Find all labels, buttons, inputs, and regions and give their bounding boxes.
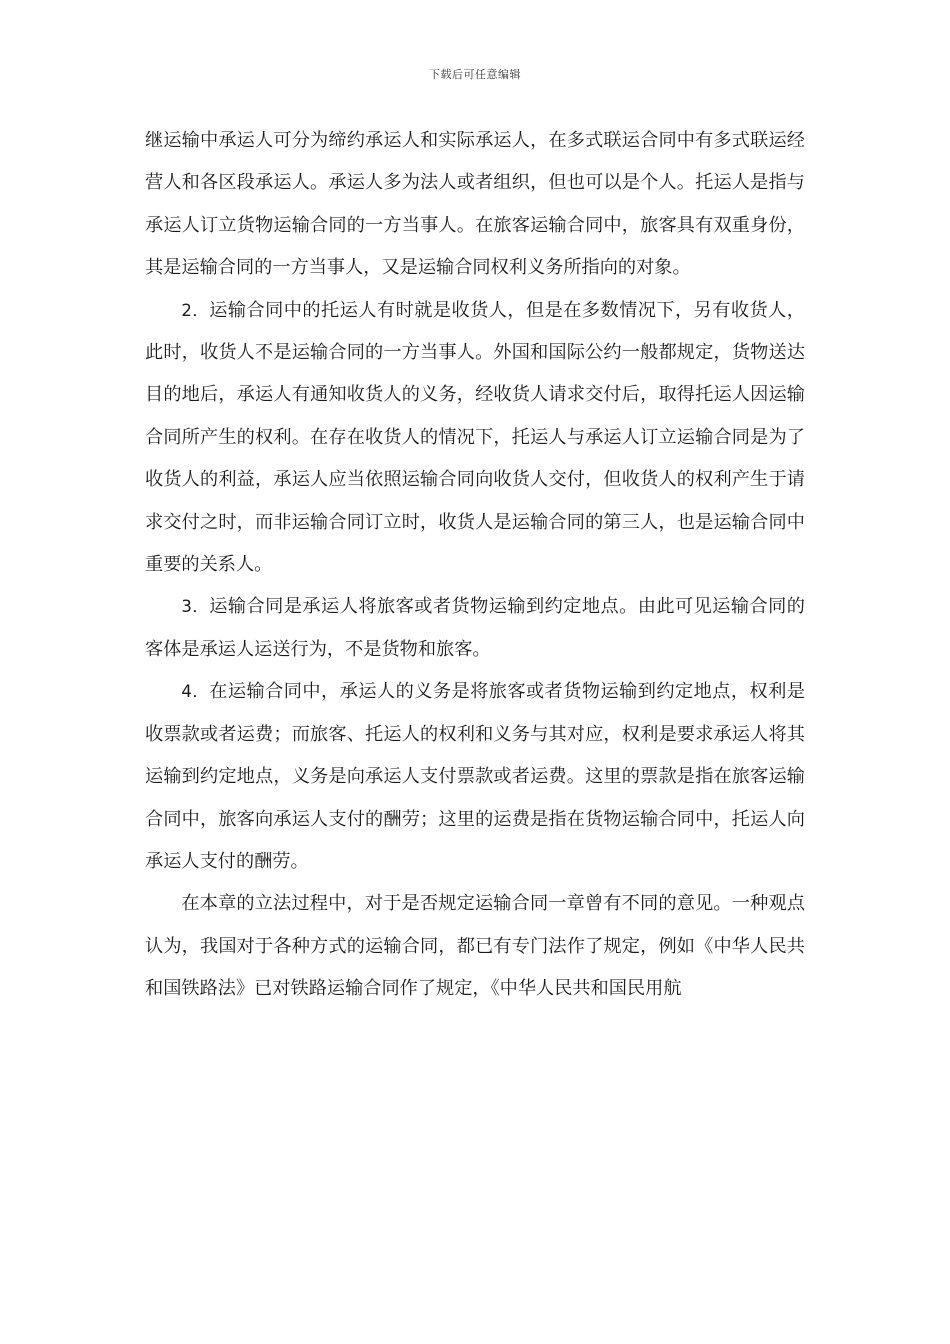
document-body: [145, 120, 805, 1011]
paragraph-text: 运输合同中的托运人有时就是收货人，但是在多数情况下，另有收货人，此时，收货人不是运输合同的一方当事人。外国和国际公约一般都规定，货物送达目的地后，承运人有通知收货人的义务，经收货人请求交付后，取得托运人因运输合同所产生的权利。在存在收货人的情况下，托运人与承运人订立运输合同是为了收货人的利益，承运人应当依照运输合同向收货人交付，但收货人的权利产生于请求交付之时，而非运输合同订立时，收货人是运输合同的第三人，也是运输合同中重要的关系人。: [145, 299, 805, 576]
paragraph-legislation: [145, 883, 805, 1010]
paragraph-text: 继运输中承运人可分为缔约承运人和实际承运人，在多式联运合同中有多式联运经营人和各区段承运人。承运人多为法人或者组织，但也可以是个人。托运人是指与承运人订立货物运输合同的一方当事人。在旅客运输合同中，旅客具有双重身份，其是运输合同的一方当事人，又是运输合同权利义务所指向的对象。: [145, 130, 805, 279]
paragraph-number: 4．: [181, 682, 210, 702]
paragraph-item-4: [145, 671, 805, 883]
paragraph-item-2: [145, 290, 805, 587]
paragraph-continuation: [145, 120, 805, 290]
paragraph-number: 3．: [181, 597, 210, 617]
paragraph-item-3: [145, 586, 805, 671]
paragraph-number: 2．: [181, 300, 210, 320]
paragraph-text: 运输合同是承运人将旅客或者货物运输到约定地点。由此可见运输合同的客体是承运人运送行为，不是货物和旅客。: [145, 596, 805, 660]
paragraph-text: 在本章的立法过程中，对于是否规定运输合同一章曾有不同的意见。一种观点认为，我国对于各种方式的运输合同，都已有专门法作了规定，例如《中华人民共和国铁路法》已对铁路运输合同作了规定，《中华人民共和国民用航: [145, 893, 805, 1000]
paragraph-text: 在运输合同中，承运人的义务是将旅客或者货物运输到约定地点，权利是收票款或者运费；而旅客、托运人的权利和义务与其对应，权利是要求承运人将其运输到约定地点，义务是向承运人支付票款或者运费。这里的票款是指在旅客运输合同中，旅客向承运人支付的酬劳；这里的运费是指在货物运输合同中，托运人向承运人支付的酬劳。: [145, 681, 805, 872]
page-header: 下载后可任意编辑: [429, 68, 521, 81]
